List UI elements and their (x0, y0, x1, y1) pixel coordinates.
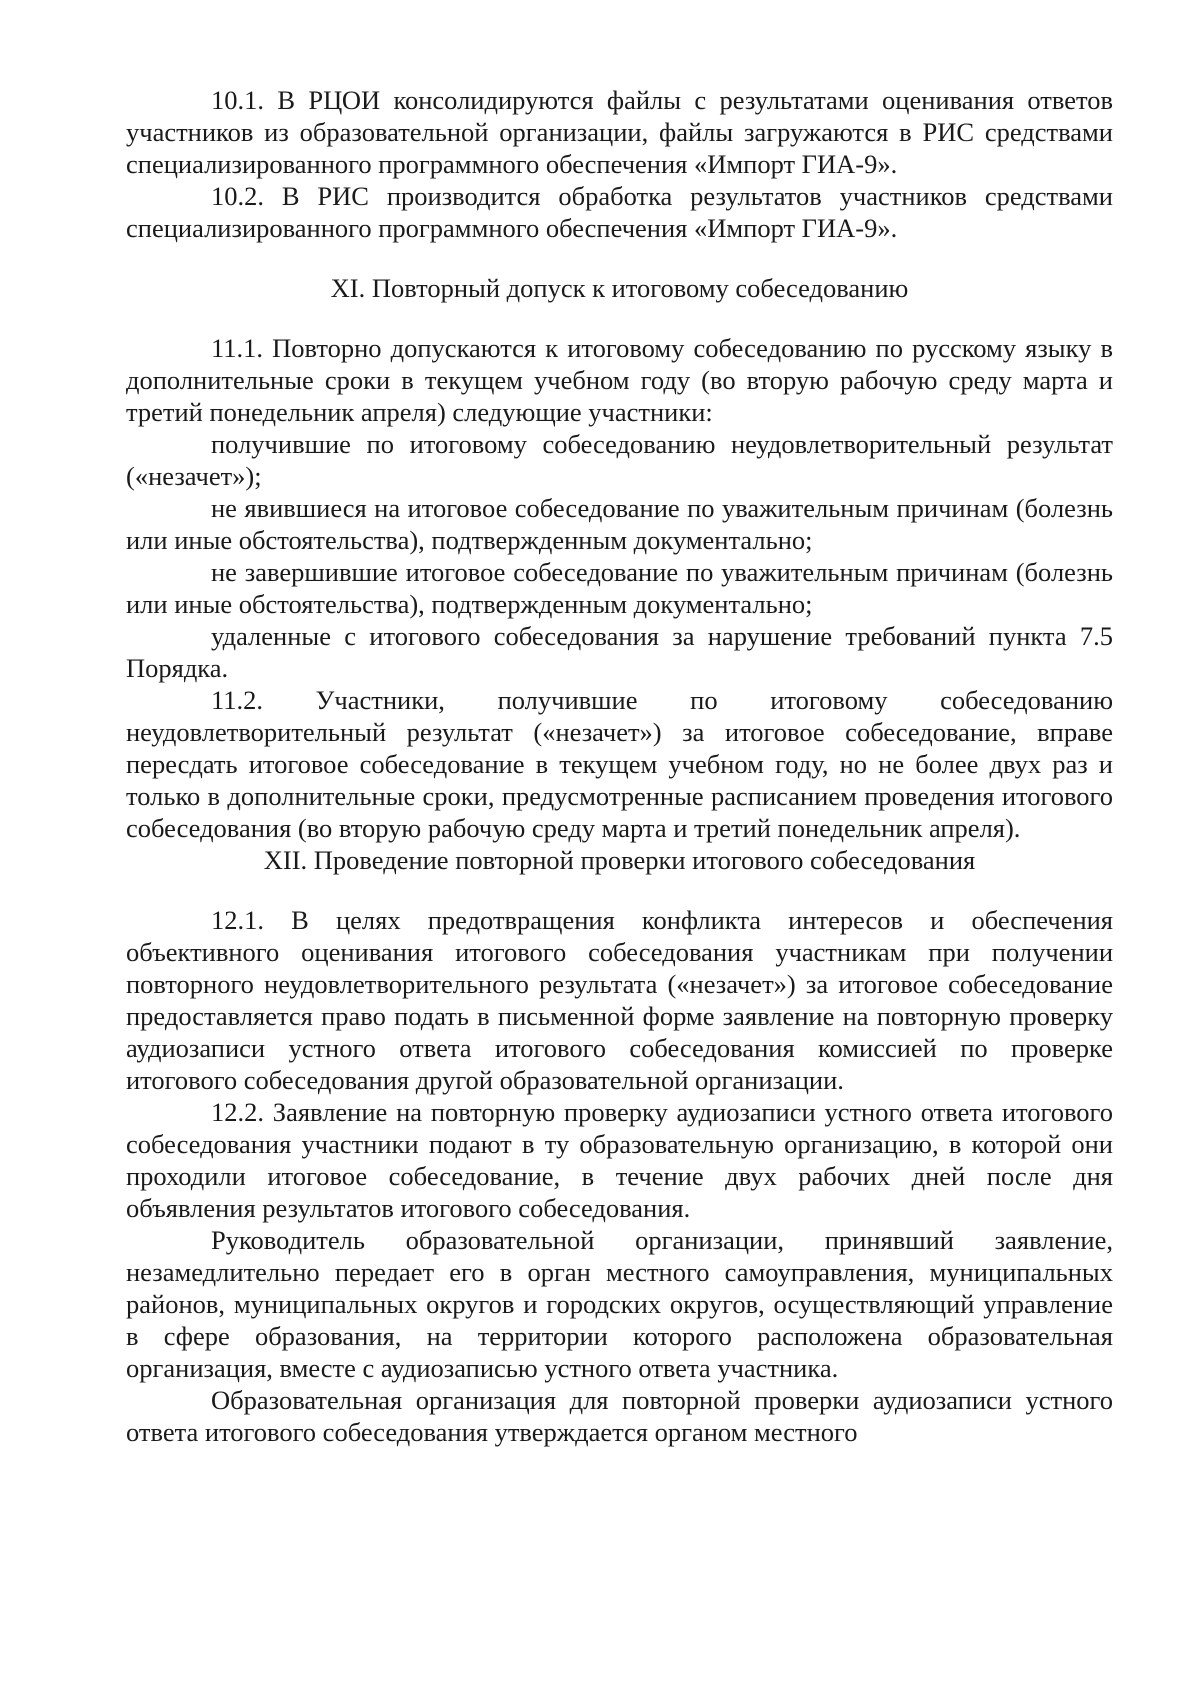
paragraph-11-1: 11.1. Повторно допускаются к итоговому собеседованию по русскому языку в дополнительные сроки в текущем учебном году (во вторую рабочую среду марта и третий понедельник апреля) следующие участники: (126, 333, 1113, 427)
list-item-11-1-a: получившие по итоговому собеседованию неудовлетворительный результат («незачет»); (126, 429, 1113, 491)
paragraph-11-2: 11.2. Участники, получившие по итоговому собеседованию неудовлетворительный результат («незачет») за итоговое собеседование, вправе пересдать итоговое собеседование в текущем учебном году, но не более двух раз и только в дополнительные сроки, предусмотренные расписанием проведения итогового собеседования (во вторую рабочую среду марта и третий понедельник апреля). (126, 685, 1113, 843)
paragraph-12-2-organization: Образовательная организация для повторной проверки аудиозаписи устного ответа итогового собеседования утверждается органом местного (126, 1385, 1113, 1447)
list-item-11-1-c: не завершившие итоговое собеседование по уважительным причинам (болезнь или иные обстоятельства), подтвержденным документально; (126, 557, 1113, 619)
paragraph-12-2-director: Руководитель образовательной организации, принявший заявление, незамедлительно передает его в орган местного самоуправления, муниципальных районов, муниципальных округов и городских округов, осуществляющий управление в сфере образования, на территории которого расположена образовательная организация, вместе с аудиозаписью устного ответа участника. (126, 1225, 1113, 1383)
section-heading-xii: XII. Проведение повторной проверки итогового собеседования (263, 845, 976, 875)
section-heading-xi: XI. Повторный допуск к итоговому собеседованию (330, 273, 909, 303)
paragraph-10-2: 10.2. В РИС производится обработка результатов участников средствами специализированного программного обеспечения «Импорт ГИА-9». (126, 181, 1113, 243)
list-item-11-1-b: не явившиеся на итоговое собеседование по уважительным причинам (болезнь или иные обстоятельства), подтвержденным документально; (126, 493, 1113, 555)
paragraph-10-1: 10.1. В РЦОИ консолидируются файлы с результатами оценивания ответов участников из образовательной организации, файлы загружаются в РИС средствами специализированного программного обеспечения «Импорт ГИА-9». (126, 85, 1113, 179)
list-item-11-1-d: удаленные с итогового собеседования за нарушение требований пункта 7.5 Порядка. (126, 621, 1113, 683)
paragraph-12-2: 12.2. Заявление на повторную проверку аудиозаписи устного ответа итогового собеседования участники подают в ту образовательную организацию, в которой они проходили итоговое собеседование, в течение двух рабочих дней после дня объявления результатов итогового собеседования. (126, 1097, 1113, 1223)
paragraph-12-1: 12.1. В целях предотвращения конфликта интересов и обеспечения объективного оценивания итогового собеседования участникам при получении повторного неудовлетворительного результата («незачет») за итоговое собеседование предоставляется право подать в письменной форме заявление на повторную проверку аудиозаписи устного ответа итогового собеседования комиссией по проверке итогового собеседования другой образовательной организации. (126, 905, 1113, 1095)
document-body (126, 84, 1113, 1448)
